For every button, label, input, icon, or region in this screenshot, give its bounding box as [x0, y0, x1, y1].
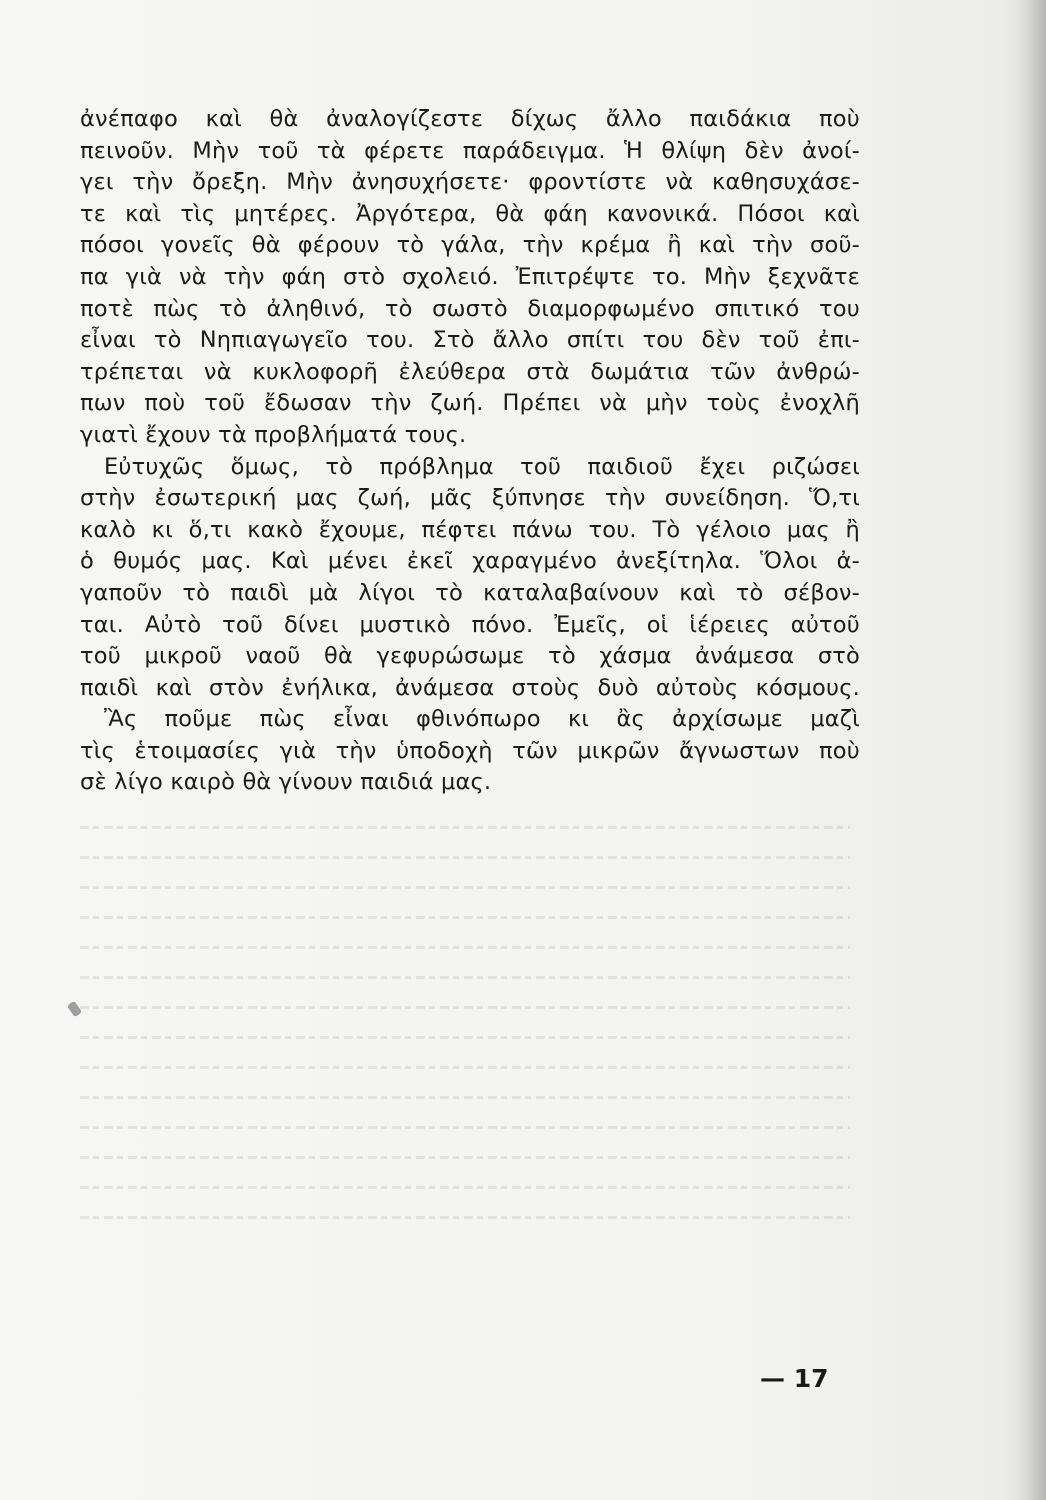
text-line: στὴν ἐσωτερική μας ζωή, μᾶς ξύπνησε τὴν συνείδηση. Ὅ,τι — [80, 485, 860, 512]
text-line: καλὸ κι ὅ,τι κακὸ ἔχουμε, πέφτει πάνω του. Τὸ γέλοιο μας ἢ — [80, 516, 860, 543]
text-line: ἀνέπαφο καὶ θὰ ἀναλογίζεστε δίχως ἄλλο παιδάκια ποὺ — [80, 106, 860, 132]
text-line: πόσοι γονεῖς θὰ φέρουν τὸ γάλα, τὴν κρέμα ἢ καὶ τὴν σοῦ- — [80, 232, 860, 259]
paragraph-end-line: σὲ λίγο καιρὸ θὰ γίνουν παιδιά μας. — [80, 769, 492, 796]
text-line: τοῦ μικροῦ ναοῦ θὰ γεφυρώσωμε τὸ χάσμα ἀνάμεσα στὸ — [80, 643, 860, 670]
body-text — [80, 104, 860, 799]
text-line: τὶς ἑτοιμασίες γιὰ τὴν ὑποδοχὴ τῶν μικρῶν ἄγνωστων ποὺ — [80, 737, 860, 764]
page-number: — 17 — [760, 1364, 829, 1393]
text-line: ται. Αὐτὸ τοῦ δίνει μυστικὸ πόνο. Ἐμεῖς, οἱ ἱέρειες αὐτοῦ — [80, 611, 860, 638]
text-line: παιδὶ καὶ στὸν ἐνήλικα, ἀνάμεσα στοὺς δυὸ αὐτοὺς κόσμους. — [80, 674, 860, 701]
text-line: γει τὴν ὄρεξη. Μὴν ἀνησυχήσετε· φροντίστε νὰ καθησυχάσε- — [80, 169, 860, 196]
text-line: τε καὶ τὶς μητέρες. Ἀργότερα, θὰ φάη κανονικά. Πόσοι καὶ — [80, 200, 860, 227]
text-line: πεινοῦν. Μὴν τοῦ τὰ φέρετε παράδειγμα. Ἡ θλίψη δὲν ἀνοί- — [80, 137, 860, 164]
text-line: ποτὲ πὼς τὸ ἀληθινό, τὸ σωστὸ διαμορφωμένο σπιτικό του — [80, 295, 860, 322]
text-line: πων ποὺ τοῦ ἔδωσαν τὴν ζωή. Πρέπει νὰ μὴν τοὺς ἐνοχλῆ — [80, 390, 860, 417]
bleed-through-text — [80, 826, 850, 1256]
text-line: πα γιὰ νὰ τὴν φάη στὸ σχολειό. Ἐπιτρέψτε το. Μὴν ξεχνᾶτε — [80, 263, 860, 290]
text-line: ὁ θυμός μας. Καὶ μένει ἐκεῖ χαραγμένο ἀνεξίτηλα. Ὅλοι ἀ- — [80, 548, 860, 575]
binding-shadow — [1016, 0, 1046, 1500]
paragraph-end-line: γιατὶ ἔχουν τὰ προβλήματά τους. — [80, 421, 467, 448]
text-line: τρέπεται νὰ κυκλοφορῆ ἐλεύθερα στὰ δωμάτια τῶν ἀνθρώ- — [80, 358, 860, 385]
paragraph-start-line: Ἂς ποῦμε πὼς εἶναι φθινόπωρο κι ἂς ἀρχίσωμε μαζὶ — [104, 706, 860, 733]
paragraph-start-line: Εὐτυχῶς ὅμως, τὸ πρόβλημα τοῦ παιδιοῦ ἔχει ριζώσει — [104, 453, 860, 480]
text-line: γαποῦν τὸ παιδὶ μὰ λίγοι τὸ καταλαβαίνουν καὶ τὸ σέβον- — [80, 579, 860, 606]
text-line: εἶναι τὸ Νηπιαγωγεῖο του. Στὸ ἄλλο σπίτι του δὲν τοῦ ἐπι- — [80, 327, 860, 354]
